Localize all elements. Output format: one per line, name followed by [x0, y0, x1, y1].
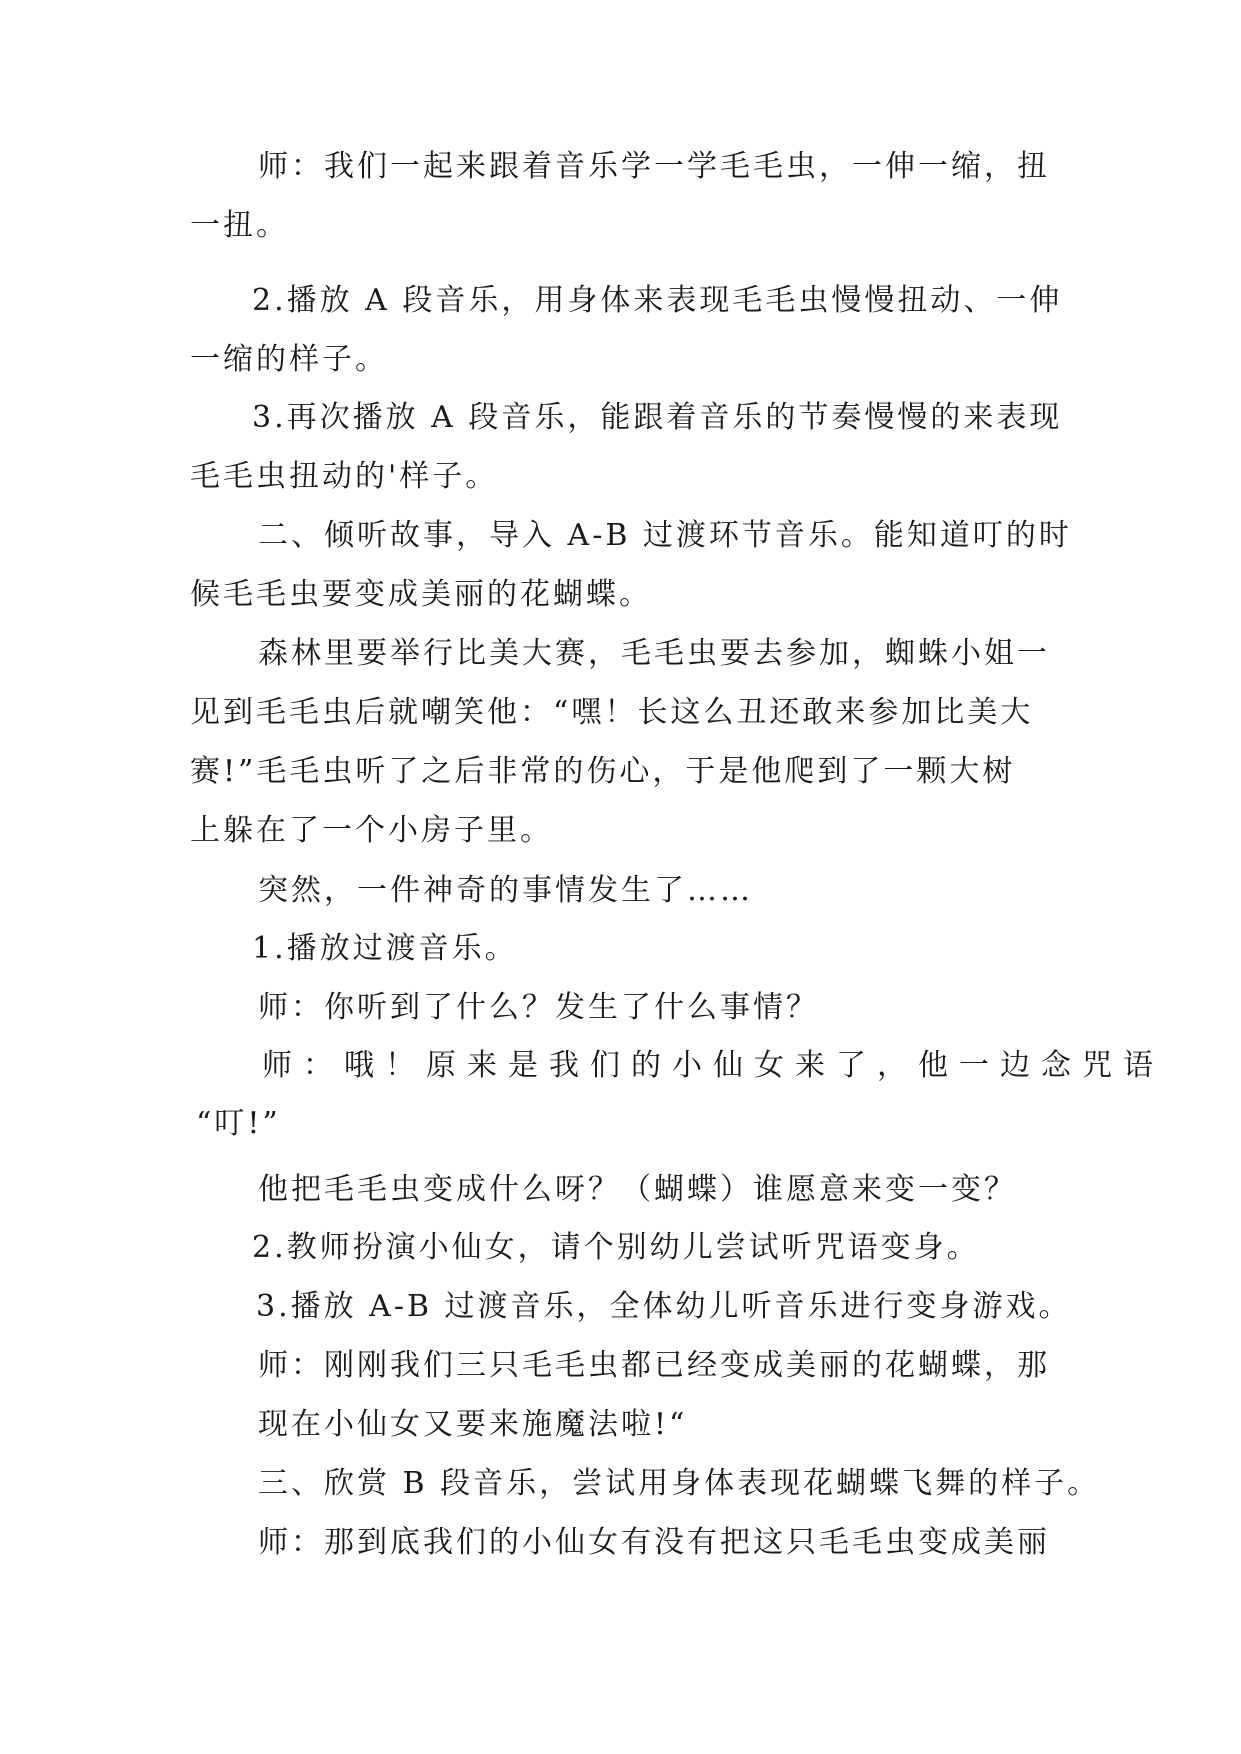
text-line: 师：我们一起来跟着音乐学一学毛毛虫，一伸一缩，扭: [258, 149, 1050, 184]
text-line: 森林里要举行比美大赛，毛毛虫要去参加，蜘蛛小姐一: [258, 636, 1050, 671]
text-line: 现在小仙女又要来施魔法啦!“: [258, 1407, 688, 1442]
text-line: 2.播放 A 段音乐，用身体来表现毛毛虫慢慢扭动、一伸: [252, 283, 1063, 318]
text-line: 一扭。: [190, 208, 289, 243]
text-line: 二、倾听故事，导入 A-B 过渡环节音乐。能知道叮的时: [258, 518, 1072, 553]
text-line: 师：你听到了什么？发生了什么事情？: [258, 990, 819, 1025]
text-line: 1.播放过渡音乐。: [252, 931, 518, 966]
text-line: 3.播放 A-B 过渡音乐，全体幼儿听音乐进行变身游戏。: [256, 1289, 1072, 1324]
text-line: 毛毛虫扭动的'样子。: [190, 459, 499, 494]
text-line: 候毛毛虫要变成美丽的花蝴蝶。: [190, 577, 652, 612]
text-line: 3.再次播放 A 段音乐，能跟着音乐的节奏慢慢的来表现: [252, 400, 1063, 435]
text-line: 他把毛毛虫变成什么呀？（蝴蝶）谁愿意来变一变？: [258, 1172, 1017, 1207]
text-line: 三、欣赏 B 段音乐，尝试用身体表现花蝴蝶飞舞的样子。: [258, 1466, 1101, 1501]
text-line: “叮!”: [196, 1106, 281, 1141]
text-line: 见到毛毛虫后就嘲笑他：“嘿！长这么丑还敢来参加比美大: [190, 695, 1034, 730]
text-line: 师：刚刚我们三只毛毛虫都已经变成美丽的花蝴蝶，那: [258, 1348, 1050, 1383]
text-line: 师：那到底我们的小仙女有没有把这只毛毛虫变成美丽: [258, 1525, 1050, 1560]
text-line: 2.教师扮演小仙女，请个别幼儿尝试听咒语变身。: [252, 1230, 980, 1265]
text-line: 赛!”毛毛虫听了之后非常的伤心，于是他爬到了一颗大树: [190, 754, 1016, 789]
text-line: 师：哦！原来是我们的小仙女来了，他一边念咒语: [262, 1048, 1164, 1083]
text-line: 一缩的样子。: [190, 342, 388, 377]
text-line: 突然，一件神奇的事情发生了……: [258, 873, 753, 908]
text-line: 上躲在了一个小房子里。: [190, 813, 553, 848]
